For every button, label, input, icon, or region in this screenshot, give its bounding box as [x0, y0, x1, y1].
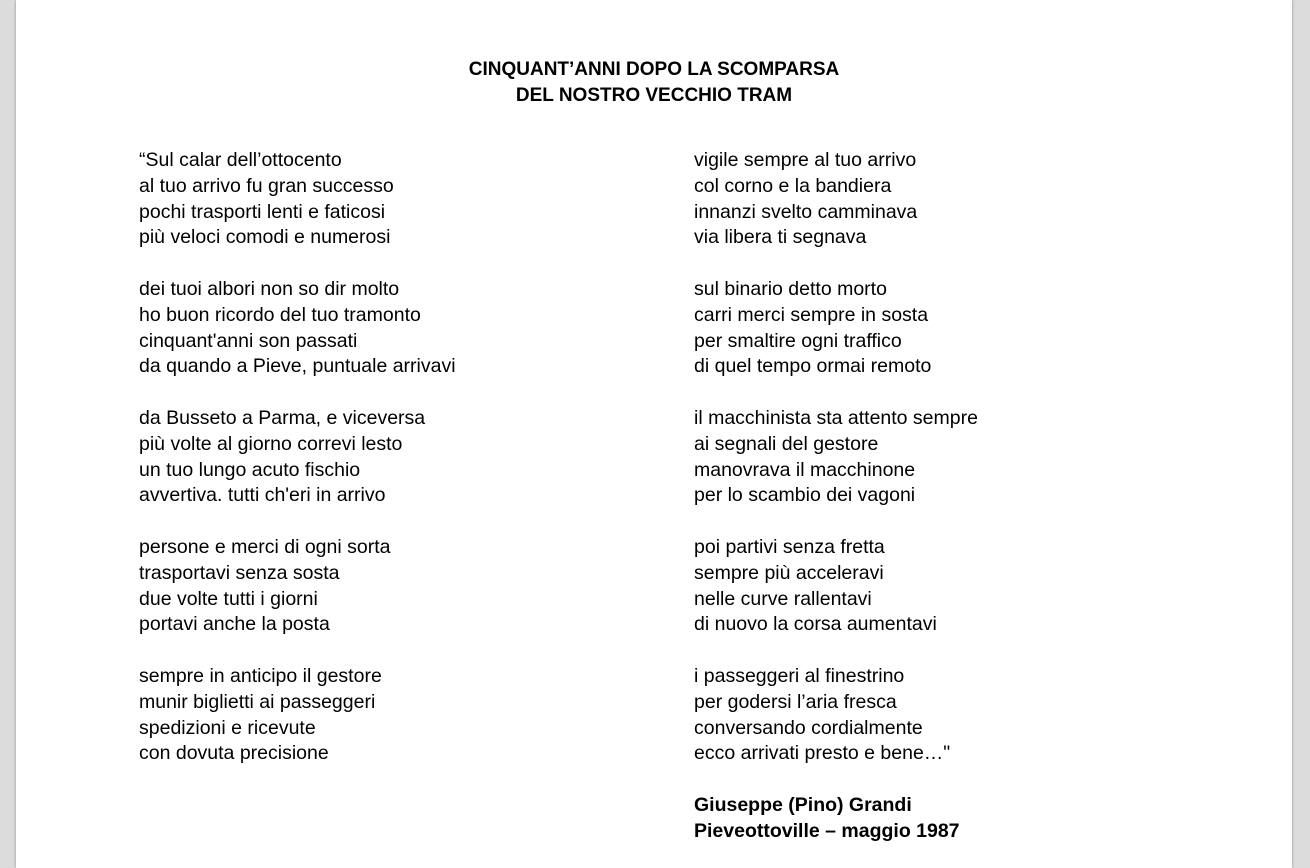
verse-line: poi partivi senza fretta: [694, 535, 885, 558]
verse-line: munir biglietti ai passeggeri: [139, 690, 376, 713]
right-column: [694, 148, 1254, 845]
verse-line: i passeggeri al finestrino: [694, 664, 905, 687]
verse-line: pochi trasporti lenti e faticosi: [139, 200, 386, 223]
verse-line: ho buon ricordo del tuo tramonto: [139, 303, 421, 326]
title-line-2: DEL NOSTRO VECCHIO TRAM: [515, 85, 793, 106]
stanza: [139, 406, 659, 509]
verse-line: di quel tempo ormai remoto: [694, 355, 932, 378]
verse-line: sul binario detto morto: [694, 277, 887, 300]
verse-line: per godersi l’aria fresca: [694, 690, 897, 713]
author-name: Giuseppe (Pino) Grandi: [694, 793, 912, 816]
stanza: [694, 148, 1254, 251]
verse-line: portavi anche la posta: [139, 613, 330, 636]
stanza: [694, 535, 1254, 638]
verse-line: persone e merci di ogni sorta: [139, 535, 391, 558]
verse-line: più veloci comodi e numerosi: [139, 226, 391, 249]
document-page: [16, 0, 1292, 868]
stanza: [694, 406, 1254, 509]
verse-line: col corno e la bandiera: [694, 174, 892, 197]
verse-line: cinquant'anni son passati: [139, 329, 358, 352]
verse-line: innanzi svelto camminava: [694, 200, 918, 223]
verse-line: di nuovo la corsa aumentavi: [694, 613, 937, 636]
verse-line: sempre più acceleravi: [694, 561, 884, 584]
stanza: [139, 664, 659, 767]
verse-line: da quando a Pieve, puntuale arrivavi: [139, 355, 456, 378]
title-line-1: CINQUANT’ANNI DOPO LA SCOMPARSA: [468, 59, 840, 80]
signature: [694, 793, 1254, 845]
verse-line: per lo scambio dei vagoni: [694, 484, 916, 507]
verse-line: spedizioni e ricevute: [139, 716, 316, 739]
verse-line: conversando cordialmente: [694, 716, 923, 739]
verse-line: per smaltire ogni traffico: [694, 329, 902, 352]
verse-line: il macchinista sta attento sempre: [694, 406, 978, 429]
verse-line: da Busseto a Parma, e viceversa: [139, 406, 426, 429]
place-date: Pieveottoville – maggio 1987: [694, 819, 960, 842]
verse-line: dei tuoi albori non so dir molto: [139, 277, 400, 300]
verse-line: un tuo lungo acuto fischio: [139, 458, 361, 481]
poem-title: [16, 57, 1292, 109]
verse-line: ai segnali del gestore: [694, 432, 879, 455]
verse-line: più volte al giorno correvi lesto: [139, 432, 403, 455]
stanza: [139, 148, 659, 251]
stanza: [694, 277, 1254, 380]
verse-line: vigile sempre al tuo arrivo: [694, 149, 917, 171]
verse-line: al tuo arrivo fu gran successo: [139, 174, 394, 197]
verse-line: nelle curve rallentavi: [694, 587, 872, 610]
verse-line: avvertiva. tutti ch'eri in arrivo: [139, 484, 386, 507]
verse-line: sempre in anticipo il gestore: [139, 664, 382, 687]
stanza: [694, 664, 1254, 767]
verse-line: due volte tutti i giorni: [139, 587, 318, 610]
stanza: [139, 277, 659, 380]
stanza: [139, 535, 659, 638]
verse-line: “Sul calar dell’ottocento: [139, 149, 342, 171]
verse-line: via libera ti segnava: [694, 226, 867, 249]
verse-line: con dovuta precisione: [139, 742, 329, 765]
left-column: [139, 148, 659, 793]
verse-line: carri merci sempre in sosta: [694, 303, 929, 326]
verse-line: trasportavi senza sosta: [139, 561, 340, 584]
verse-line: manovrava il macchinone: [694, 458, 916, 481]
verse-line: ecco arrivati presto e bene…": [694, 742, 951, 765]
